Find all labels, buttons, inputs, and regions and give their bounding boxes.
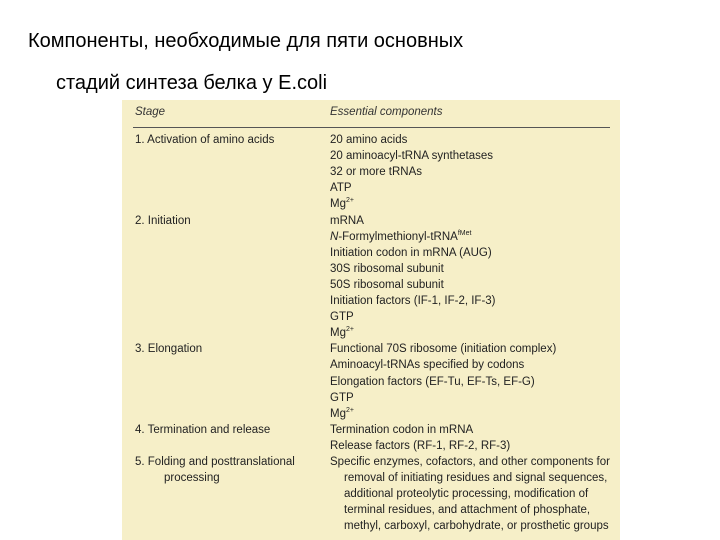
stage-label: processing bbox=[164, 472, 220, 485]
component-item: Initiation codon in mRNA (AUG) bbox=[330, 246, 492, 259]
component-item: Initiation factors (IF-1, IF-2, IF-3) bbox=[330, 295, 496, 307]
stage-label: 5. Folding and posttranslational bbox=[135, 456, 295, 468]
component-item: terminal residues, and attachment of phosphate, bbox=[344, 504, 591, 517]
slide-title-line-1: Компоненты, необходимые для пяти основных bbox=[28, 30, 464, 52]
component-item: $Mg^{2+}$ bbox=[330, 406, 354, 420]
component-item: 20 amino acids bbox=[330, 134, 408, 146]
component-item: Specific enzymes, cofactors, and other components for bbox=[330, 456, 610, 468]
header-stage: Stage bbox=[135, 106, 166, 118]
component-item: 50S ribosomal subunit bbox=[330, 278, 444, 291]
component-item: Release factors (RF-1, RF-2, RF-3) bbox=[330, 439, 511, 452]
component-item: mRNA bbox=[330, 214, 364, 227]
component-item: removal of initiating residues and signal sequences, bbox=[344, 472, 608, 485]
component-item: 20 aminoacyl-tRNA synthetases bbox=[330, 150, 493, 163]
header-components: Essential components bbox=[330, 106, 443, 118]
component-item: $Mg^{2+}$ bbox=[330, 197, 354, 211]
component-item: Elongation factors (EF-Tu, EF-Ts, EF-G) bbox=[330, 375, 535, 388]
component-item: GTP bbox=[330, 391, 354, 404]
stage-label: 1. Activation of amino acids bbox=[135, 134, 275, 146]
component-item: N-Formylmethionyl-tRNA$^{fMet}$ bbox=[330, 229, 472, 243]
component-item: additional proteolytic processing, modification of bbox=[344, 488, 589, 501]
header-rule bbox=[133, 127, 610, 128]
component-item: Functional 70S ribosome (initiation complex) bbox=[330, 343, 557, 356]
component-item: $Mg^{2+}$ bbox=[330, 326, 354, 340]
component-item: Termination codon in mRNA bbox=[330, 423, 474, 436]
stage-label: 4. Termination and release bbox=[135, 423, 271, 436]
component-item: Aminoacyl-tRNAs specified by codons bbox=[330, 359, 525, 372]
component-item: ATP bbox=[330, 182, 352, 195]
component-item: 32 or more tRNAs bbox=[330, 166, 423, 179]
component-item: 30S ribosomal subunit bbox=[330, 262, 444, 275]
components-table bbox=[122, 100, 620, 540]
component-item: methyl, carboxyl, carbohydrate, or prosthetic groups bbox=[344, 520, 609, 533]
component-item: GTP bbox=[330, 311, 354, 324]
stage-label: 2. Initiation bbox=[135, 214, 191, 227]
slide-title-line-2: стадий синтеза белка у E.coli bbox=[56, 72, 328, 94]
stage-label: 3. Elongation bbox=[135, 343, 203, 356]
